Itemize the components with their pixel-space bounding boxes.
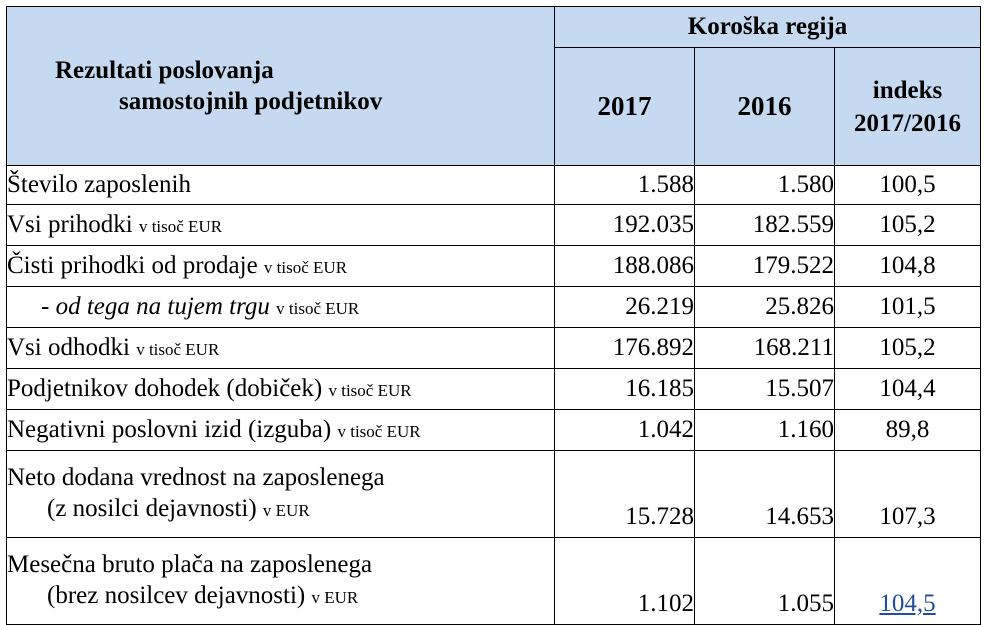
value-index: 105,2 — [835, 205, 981, 246]
value-2017: 188.086 — [555, 246, 695, 287]
table-row — [7, 538, 981, 625]
row-label-text: - od tega na tujem trgu — [41, 293, 270, 320]
column-header-2016: 2016 — [695, 48, 835, 166]
value-2017: 192.035 — [555, 205, 695, 246]
value-2016: 168.211 — [695, 328, 835, 369]
value-2016: 179.522 — [695, 246, 835, 287]
table-row — [7, 166, 981, 205]
table-row — [7, 205, 981, 246]
row-label — [7, 246, 555, 287]
row-label — [7, 410, 555, 451]
corner-title-line2: samostojnih podjetnikov — [119, 88, 383, 115]
value-2016: 182.559 — [695, 205, 835, 246]
value-index: 104,8 — [835, 246, 981, 287]
value-2017: 26.219 — [555, 287, 695, 328]
column-header-index — [835, 48, 981, 166]
index-link[interactable]: 104,5 — [879, 590, 936, 617]
results-table — [6, 6, 981, 625]
value-index: 104,4 — [835, 369, 981, 410]
row-label — [7, 205, 555, 246]
row-unit: v tisoč EUR — [263, 258, 348, 277]
table-corner-header — [7, 7, 555, 166]
row-label-line2: (z nosilci dejavnosti) — [47, 495, 257, 522]
row-label — [7, 369, 555, 410]
row-unit: v tisoč EUR — [276, 299, 360, 318]
row-label-line2-wrap — [7, 580, 554, 613]
value-index-cell — [835, 538, 981, 625]
table-row — [7, 410, 981, 451]
row-label-multiline — [7, 462, 554, 526]
row-label — [7, 166, 555, 205]
value-2017: 176.892 — [555, 328, 695, 369]
row-unit: v EUR — [311, 588, 359, 607]
value-index: 105,2 — [835, 328, 981, 369]
row-unit: v tisoč EUR — [337, 422, 421, 441]
row-unit: v EUR — [262, 501, 310, 520]
row-label-text: Čisti prihodki od prodaje — [7, 252, 258, 279]
row-label-line2: (brez nosilcev dejavnosti) — [47, 582, 306, 609]
row-label-text: Podjetnikov dohodek (dobiček) — [7, 375, 323, 402]
row-unit: v tisoč EUR — [138, 217, 223, 236]
row-label — [7, 287, 555, 328]
table-row — [7, 369, 981, 410]
index-header-line2: 2017/2016 — [854, 109, 961, 137]
value-index: 101,5 — [835, 287, 981, 328]
value-2016: 14.653 — [695, 451, 835, 538]
corner-title-line1: Rezultati poslovanja — [55, 57, 274, 84]
row-label — [7, 328, 555, 369]
row-label — [7, 538, 555, 625]
value-2016: 1.055 — [695, 538, 835, 625]
value-2016: 15.507 — [695, 369, 835, 410]
value-2017: 1.042 — [555, 410, 695, 451]
column-header-2017: 2017 — [555, 48, 695, 166]
value-index: 89,8 — [835, 410, 981, 451]
value-index: 107,3 — [835, 451, 981, 538]
header-row-region — [7, 7, 981, 48]
region-header: Koroška regija — [555, 7, 981, 48]
table-row — [7, 246, 981, 287]
row-label-text: Število zaposlenih — [7, 171, 191, 198]
row-label-line1: Neto dodana vrednost na zaposlenega — [7, 464, 385, 491]
row-label-text: Vsi prihodki — [7, 211, 133, 238]
row-label-line1: Mesečna bruto plača na zaposlenega — [7, 551, 373, 578]
value-2017: 1.102 — [555, 538, 695, 625]
table-row — [7, 287, 981, 328]
table-row — [7, 328, 981, 369]
value-2017: 16.185 — [555, 369, 695, 410]
row-unit: v tisoč EUR — [136, 340, 220, 359]
row-label — [7, 451, 555, 538]
value-2016: 1.160 — [695, 410, 835, 451]
row-label-text: Negativni poslovni izid (izguba) — [7, 416, 332, 443]
row-label-text: Vsi odhodki — [7, 334, 130, 361]
value-2016: 1.580 — [695, 166, 835, 205]
value-index: 100,5 — [835, 166, 981, 205]
value-2017: 15.728 — [555, 451, 695, 538]
value-2016: 25.826 — [695, 287, 835, 328]
index-header-line1: indeks — [872, 76, 943, 104]
value-2017: 1.588 — [555, 166, 695, 205]
row-unit: v tisoč EUR — [328, 381, 412, 400]
row-label-multiline — [7, 549, 554, 613]
table-row — [7, 451, 981, 538]
row-label-line2-wrap — [7, 493, 554, 526]
